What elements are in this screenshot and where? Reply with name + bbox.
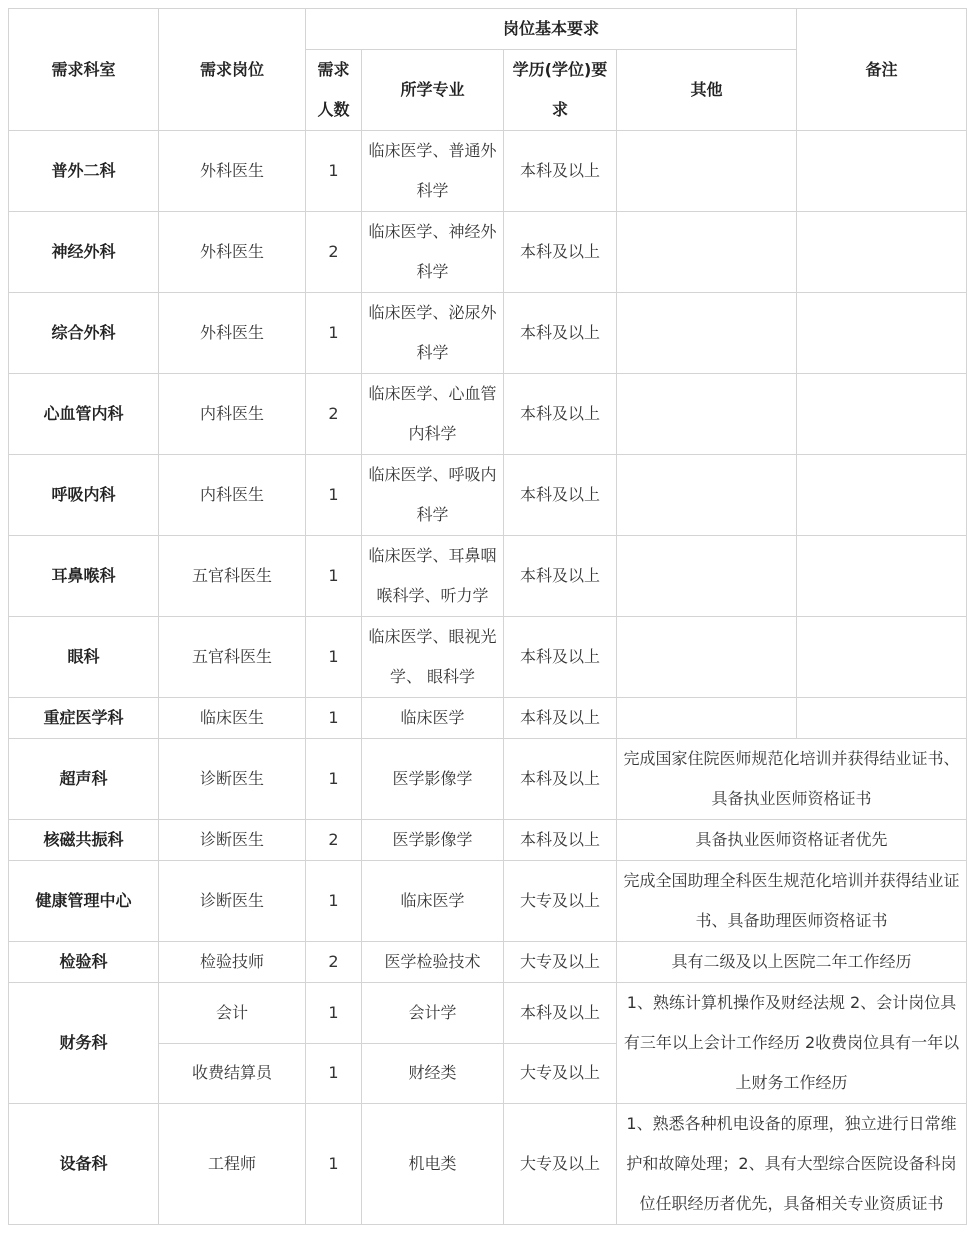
cell-post: 五官科医生	[159, 536, 306, 617]
cell-post: 临床医生	[159, 698, 306, 739]
cell-dept: 重症医学科	[9, 698, 159, 739]
cell-dept: 设备科	[9, 1104, 159, 1225]
cell-major: 会计学	[362, 983, 504, 1044]
cell-other	[617, 293, 797, 374]
header-major: 所学专业	[362, 50, 504, 131]
cell-post: 诊断医生	[159, 861, 306, 942]
cell-other	[617, 617, 797, 698]
cell-major: 临床医学、普通外科学	[362, 131, 504, 212]
cell-dept: 呼吸内科	[9, 455, 159, 536]
cell-edu: 本科及以上	[504, 212, 617, 293]
cell-remark	[797, 536, 967, 617]
header-group: 岗位基本要求	[306, 9, 797, 50]
header-dept: 需求科室	[9, 9, 159, 131]
cell-edu: 本科及以上	[504, 820, 617, 861]
cell-dept: 眼科	[9, 617, 159, 698]
cell-count: 1	[306, 617, 362, 698]
cell-other	[617, 212, 797, 293]
cell-count: 1	[306, 698, 362, 739]
cell-count: 1	[306, 983, 362, 1044]
cell-count: 2	[306, 374, 362, 455]
table-row	[9, 942, 967, 983]
table-row	[9, 617, 967, 698]
cell-post: 内科医生	[159, 374, 306, 455]
document-page	[8, 8, 975, 1225]
cell-edu: 本科及以上	[504, 536, 617, 617]
table-row	[9, 374, 967, 455]
table-row	[9, 131, 967, 212]
cell-dept: 神经外科	[9, 212, 159, 293]
table-row	[9, 455, 967, 536]
cell-edu: 本科及以上	[504, 293, 617, 374]
cell-count: 1	[306, 455, 362, 536]
cell-post: 收费结算员	[159, 1043, 306, 1104]
cell-other: 1、熟练计算机操作及财经法规 2、会计岗位具有三年以上会计工作经历 2收费岗位具有一年以上财务工作经历	[617, 983, 967, 1104]
cell-dept: 健康管理中心	[9, 861, 159, 942]
cell-major: 财经类	[362, 1043, 504, 1104]
cell-major: 医学影像学	[362, 820, 504, 861]
cell-major: 临床医学、泌尿外科学	[362, 293, 504, 374]
cell-count: 2	[306, 212, 362, 293]
cell-dept: 普外二科	[9, 131, 159, 212]
table-row	[9, 536, 967, 617]
cell-post: 会计	[159, 983, 306, 1044]
cell-count: 1	[306, 293, 362, 374]
header-edu: 学历(学位)要求	[504, 50, 617, 131]
table-row	[9, 983, 967, 1044]
table-row	[9, 293, 967, 374]
cell-count: 1	[306, 1104, 362, 1225]
cell-post: 检验技师	[159, 942, 306, 983]
cell-remark	[797, 617, 967, 698]
header-other: 其他	[617, 50, 797, 131]
cell-other	[617, 698, 797, 739]
header-count: 需求人数	[306, 50, 362, 131]
table-row	[9, 212, 967, 293]
cell-other: 1、熟悉各种机电设备的原理，独立进行日常维护和故障处理；2、具有大型综合医院设备科岗位任职经历者优先，具备相关专业资质证书	[617, 1104, 967, 1225]
cell-remark	[797, 212, 967, 293]
cell-count: 1	[306, 1043, 362, 1104]
cell-major: 临床医学、眼视光学、 眼科学	[362, 617, 504, 698]
cell-post: 诊断医生	[159, 820, 306, 861]
table-row	[9, 1104, 967, 1225]
header-remark: 备注	[797, 9, 967, 131]
cell-post: 外科医生	[159, 131, 306, 212]
cell-edu: 大专及以上	[504, 942, 617, 983]
cell-edu: 本科及以上	[504, 455, 617, 536]
cell-post: 外科医生	[159, 293, 306, 374]
cell-count: 1	[306, 536, 362, 617]
cell-dept: 财务科	[9, 983, 159, 1104]
cell-post: 五官科医生	[159, 617, 306, 698]
cell-major: 临床医学	[362, 861, 504, 942]
cell-other	[617, 455, 797, 536]
cell-count: 1	[306, 739, 362, 820]
cell-major: 机电类	[362, 1104, 504, 1225]
cell-other: 具备执业医师资格证者优先	[617, 820, 967, 861]
cell-remark	[797, 131, 967, 212]
table-row	[9, 698, 967, 739]
cell-remark	[797, 698, 967, 739]
cell-remark	[797, 293, 967, 374]
table-row	[9, 820, 967, 861]
cell-major: 医学检验技术	[362, 942, 504, 983]
cell-post: 外科医生	[159, 212, 306, 293]
cell-edu: 大专及以上	[504, 1043, 617, 1104]
cell-remark	[797, 374, 967, 455]
cell-post: 工程师	[159, 1104, 306, 1225]
cell-dept: 心血管内科	[9, 374, 159, 455]
cell-post: 内科医生	[159, 455, 306, 536]
header-post: 需求岗位	[159, 9, 306, 131]
cell-other: 具有二级及以上医院二年工作经历	[617, 942, 967, 983]
cell-edu: 本科及以上	[504, 617, 617, 698]
cell-dept: 超声科	[9, 739, 159, 820]
cell-count: 1	[306, 131, 362, 212]
cell-major: 医学影像学	[362, 739, 504, 820]
cell-edu: 本科及以上	[504, 374, 617, 455]
cell-other	[617, 131, 797, 212]
cell-major: 临床医学、心血管内科学	[362, 374, 504, 455]
cell-other	[617, 374, 797, 455]
cell-other	[617, 536, 797, 617]
cell-count: 1	[306, 861, 362, 942]
recruitment-table	[8, 8, 967, 1225]
cell-post: 诊断医生	[159, 739, 306, 820]
cell-edu: 大专及以上	[504, 1104, 617, 1225]
cell-dept: 核磁共振科	[9, 820, 159, 861]
cell-count: 2	[306, 942, 362, 983]
cell-edu: 本科及以上	[504, 739, 617, 820]
cell-other: 完成国家住院医师规范化培训并获得结业证书、具备执业医师资格证书	[617, 739, 967, 820]
cell-dept: 耳鼻喉科	[9, 536, 159, 617]
header-row-1	[9, 9, 967, 50]
cell-other: 完成全国助理全科医生规范化培训并获得结业证书、具备助理医师资格证书	[617, 861, 967, 942]
cell-count: 2	[306, 820, 362, 861]
cell-major: 临床医学、呼吸内科学	[362, 455, 504, 536]
cell-remark	[797, 455, 967, 536]
cell-dept: 检验科	[9, 942, 159, 983]
cell-major: 临床医学、耳鼻咽喉科学、听力学	[362, 536, 504, 617]
cell-major: 临床医学、神经外科学	[362, 212, 504, 293]
table-row	[9, 739, 967, 820]
cell-edu: 本科及以上	[504, 698, 617, 739]
cell-dept: 综合外科	[9, 293, 159, 374]
cell-edu: 本科及以上	[504, 131, 617, 212]
table-row	[9, 861, 967, 942]
cell-edu: 大专及以上	[504, 861, 617, 942]
cell-edu: 本科及以上	[504, 983, 617, 1044]
cell-major: 临床医学	[362, 698, 504, 739]
